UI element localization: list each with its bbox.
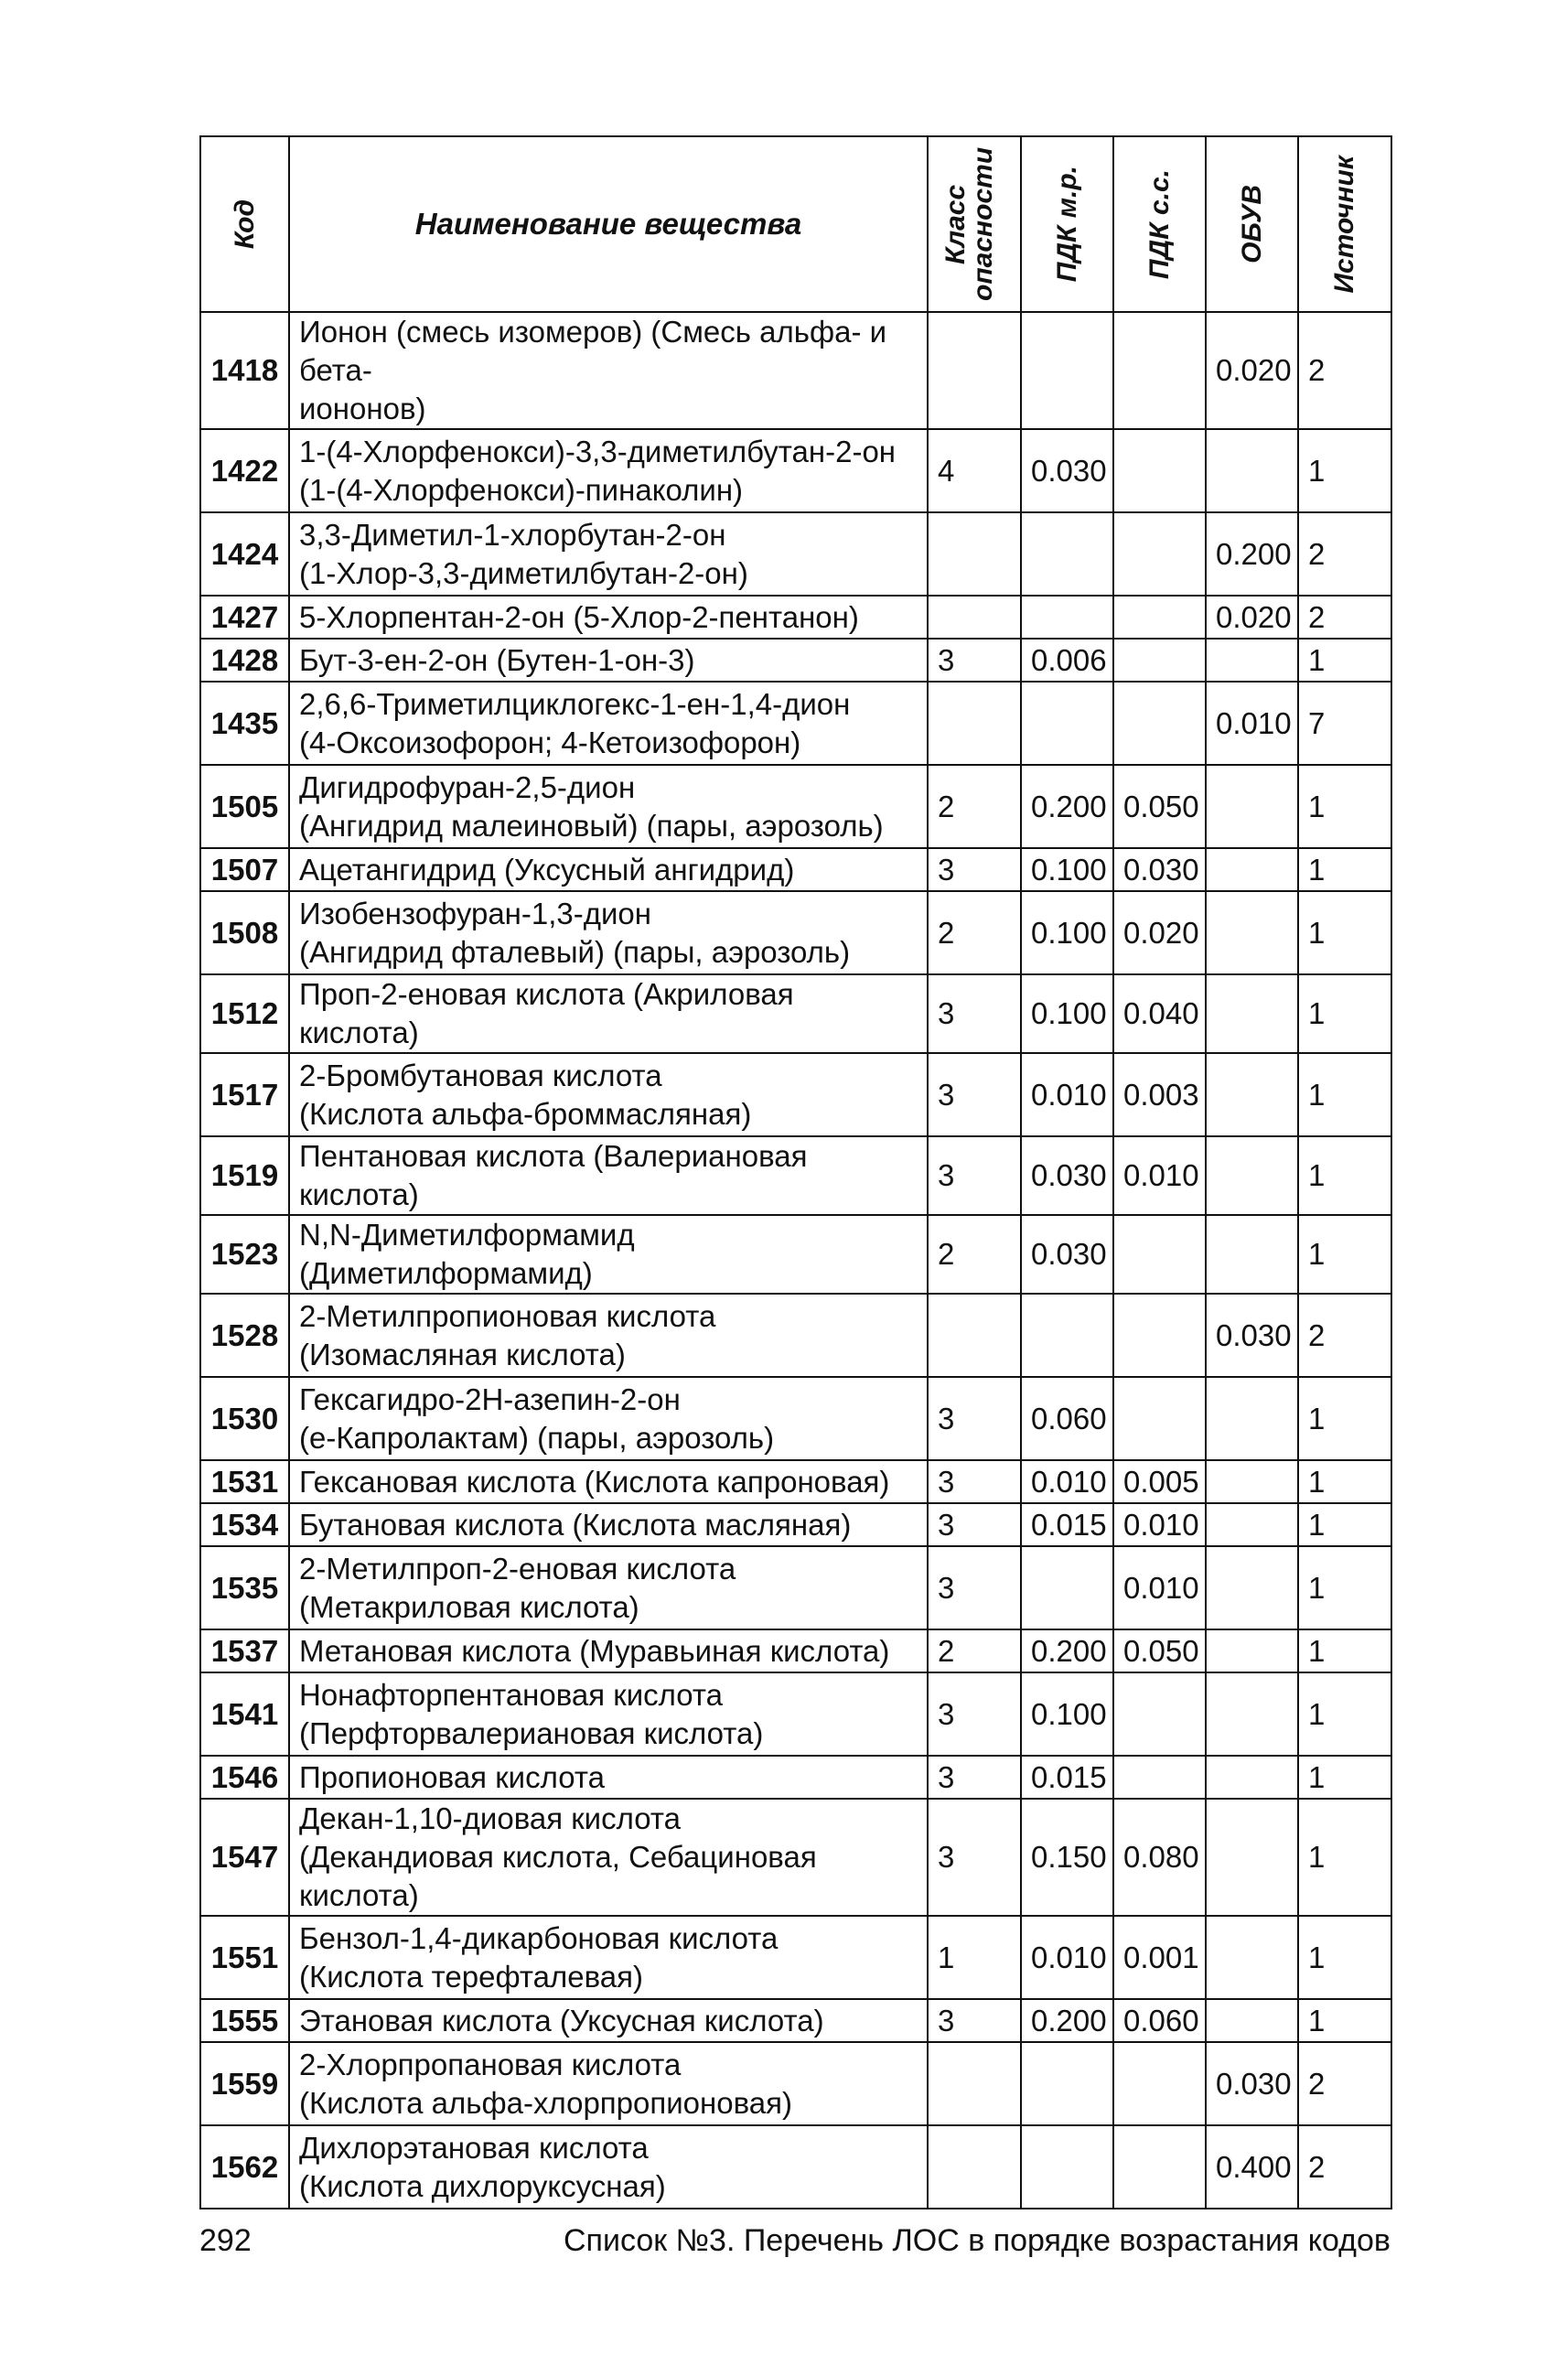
cell-pdk-mr: 0.015 [1021, 1503, 1113, 1546]
table-row [200, 1756, 1391, 1799]
cell-name: 5-Хлорпентан-2-он (5-Хлор-2-пентанон) [289, 596, 928, 639]
cell-obuv [1206, 974, 1298, 1053]
cell-pdk-ss [1113, 312, 1206, 429]
cell-pdk-ss [1113, 2042, 1206, 2125]
cell-pdk-mr [1021, 1294, 1113, 1377]
cell-obuv: 0.200 [1206, 512, 1298, 596]
table-row [200, 891, 1391, 974]
cell-pdk-ss: 0.030 [1113, 848, 1206, 891]
cell-code: 1505 [200, 765, 289, 848]
cell-name: 2,6,6-Триметилциклогекс-1-ен-1,4-дион (4-Оксоизофорон; 4-Кетоизофорон) [289, 682, 928, 765]
cell-hazard-class: 2 [928, 765, 1021, 848]
cell-pdk-mr: 0.015 [1021, 1756, 1113, 1799]
table-row [200, 429, 1391, 512]
cell-pdk-ss [1113, 1672, 1206, 1756]
table-row [200, 1503, 1391, 1546]
cell-name: N,N-Диметилформамид (Диметилформамид) [289, 1215, 928, 1294]
cell-obuv [1206, 1756, 1298, 1799]
cell-pdk-mr: 0.030 [1021, 1136, 1113, 1215]
cell-obuv: 0.030 [1206, 1294, 1298, 1377]
cell-name: Гексановая кислота (Кислота капроновая) [289, 1460, 928, 1503]
cell-code: 1555 [200, 1999, 289, 2042]
cell-name: Ацетангидрид (Уксусный ангидрид) [289, 848, 928, 891]
cell-source: 1 [1298, 1546, 1391, 1629]
cell-code: 1507 [200, 848, 289, 891]
cell-name: Пентановая кислота (Валериановая кислота) [289, 1136, 928, 1215]
cell-name: 2-Хлорпропановая кислота (Кислота альфа-хлорпропионовая) [289, 2042, 928, 2125]
cell-code: 1435 [200, 682, 289, 765]
cell-obuv: 0.010 [1206, 682, 1298, 765]
cell-hazard-class: 3 [928, 1460, 1021, 1503]
cell-code: 1428 [200, 639, 289, 682]
cell-pdk-mr: 0.010 [1021, 1460, 1113, 1503]
cell-obuv [1206, 1672, 1298, 1756]
cell-hazard-class: 3 [928, 848, 1021, 891]
cell-source: 1 [1298, 848, 1391, 891]
cell-obuv [1206, 1053, 1298, 1136]
cell-pdk-ss [1113, 1756, 1206, 1799]
cell-pdk-ss: 0.060 [1113, 1999, 1206, 2042]
cell-hazard-class [928, 596, 1021, 639]
cell-pdk-mr: 0.100 [1021, 974, 1113, 1053]
cell-pdk-ss [1113, 1294, 1206, 1377]
cell-pdk-mr: 0.100 [1021, 848, 1113, 891]
cell-pdk-ss: 0.040 [1113, 974, 1206, 1053]
cell-pdk-mr: 0.030 [1021, 429, 1113, 512]
cell-source: 1 [1298, 974, 1391, 1053]
cell-source: 1 [1298, 765, 1391, 848]
cell-hazard-class [928, 1294, 1021, 1377]
cell-name: Изобензофуран-1,3-дион (Ангидрид фталевый) (пары, аэрозоль) [289, 891, 928, 974]
cell-pdk-mr: 0.030 [1021, 1215, 1113, 1294]
table-row [200, 1053, 1391, 1136]
cell-pdk-mr: 0.200 [1021, 765, 1113, 848]
cell-source: 1 [1298, 1629, 1391, 1672]
cell-pdk-mr: 0.010 [1021, 1916, 1113, 1999]
table-row [200, 1377, 1391, 1460]
cell-name: Ионон (смесь изомеров) (Смесь альфа- и бета- иононов) [289, 312, 928, 429]
cell-obuv [1206, 765, 1298, 848]
cell-pdk-ss [1113, 2125, 1206, 2209]
table-row [200, 1629, 1391, 1672]
page-caption: Список №3. Перечень ЛОС в порядке возрастания кодов [564, 2223, 1391, 2258]
cell-pdk-mr: 0.100 [1021, 891, 1113, 974]
cell-hazard-class [928, 682, 1021, 765]
cell-pdk-ss: 0.080 [1113, 1799, 1206, 1916]
cell-hazard-class [928, 312, 1021, 429]
cell-source: 1 [1298, 639, 1391, 682]
cell-hazard-class: 3 [928, 974, 1021, 1053]
cell-obuv: 0.030 [1206, 2042, 1298, 2125]
header-source: Источник [1298, 136, 1391, 312]
cell-hazard-class: 3 [928, 1053, 1021, 1136]
cell-pdk-mr [1021, 2042, 1113, 2125]
table-row [200, 639, 1391, 682]
cell-name: Бут-3-ен-2-он (Бутен-1-он-3) [289, 639, 928, 682]
cell-name: Бутановая кислота (Кислота масляная) [289, 1503, 928, 1546]
cell-source: 1 [1298, 1756, 1391, 1799]
cell-pdk-ss: 0.050 [1113, 1629, 1206, 1672]
cell-pdk-ss: 0.010 [1113, 1136, 1206, 1215]
cell-obuv [1206, 1629, 1298, 1672]
cell-pdk-ss [1113, 429, 1206, 512]
cell-name: 2-Метилпроп-2-еновая кислота (Метакриловая кислота) [289, 1546, 928, 1629]
cell-code: 1422 [200, 429, 289, 512]
cell-source: 1 [1298, 1136, 1391, 1215]
cell-pdk-ss [1113, 596, 1206, 639]
cell-source: 2 [1298, 512, 1391, 596]
cell-name: Пропионовая кислота [289, 1756, 928, 1799]
cell-obuv [1206, 1999, 1298, 2042]
page-number: 292 [199, 2223, 252, 2258]
table-row [200, 1916, 1391, 1999]
cell-hazard-class: 3 [928, 1672, 1021, 1756]
cell-hazard-class: 4 [928, 429, 1021, 512]
cell-name: Декан-1,10-диовая кислота (Декандиовая кислота, Себациновая кислота) [289, 1799, 928, 1916]
cell-code: 1523 [200, 1215, 289, 1294]
cell-code: 1528 [200, 1294, 289, 1377]
table-row [200, 682, 1391, 765]
cell-hazard-class: 2 [928, 891, 1021, 974]
cell-code: 1551 [200, 1916, 289, 1999]
cell-pdk-ss: 0.005 [1113, 1460, 1206, 1503]
substance-table [199, 135, 1392, 2209]
cell-code: 1517 [200, 1053, 289, 1136]
cell-hazard-class: 3 [928, 1799, 1021, 1916]
cell-source: 1 [1298, 1053, 1391, 1136]
cell-name: 2-Метилпропионовая кислота (Изомасляная кислота) [289, 1294, 928, 1377]
cell-code: 1534 [200, 1503, 289, 1546]
cell-obuv [1206, 1460, 1298, 1503]
cell-source: 7 [1298, 682, 1391, 765]
cell-pdk-mr: 0.150 [1021, 1799, 1113, 1916]
cell-hazard-class: 3 [928, 1546, 1021, 1629]
table-row [200, 512, 1391, 596]
cell-name: 1-(4-Хлорфенокси)-3,3-диметилбутан-2-он (1-(4-Хлорфенокси)-пинаколин) [289, 429, 928, 512]
cell-pdk-ss [1113, 1377, 1206, 1460]
table-row [200, 1136, 1391, 1215]
cell-pdk-ss: 0.020 [1113, 891, 1206, 974]
cell-hazard-class [928, 2042, 1021, 2125]
table-header-row [200, 136, 1391, 312]
cell-pdk-ss [1113, 512, 1206, 596]
cell-pdk-mr: 0.006 [1021, 639, 1113, 682]
cell-source: 1 [1298, 1799, 1391, 1916]
cell-code: 1531 [200, 1460, 289, 1503]
cell-name: 3,3-Диметил-1-хлорбутан-2-он (1-Хлор-3,3-диметилбутан-2-он) [289, 512, 928, 596]
cell-code: 1541 [200, 1672, 289, 1756]
header-obuv: ОБУВ [1206, 136, 1298, 312]
cell-hazard-class: 2 [928, 1629, 1021, 1672]
cell-hazard-class: 3 [928, 1503, 1021, 1546]
cell-obuv: 0.020 [1206, 312, 1298, 429]
cell-source: 2 [1298, 2125, 1391, 2209]
cell-name: Нонафторпентановая кислота (Перфторвалериановая кислота) [289, 1672, 928, 1756]
cell-hazard-class [928, 512, 1021, 596]
cell-obuv [1206, 429, 1298, 512]
cell-hazard-class: 3 [928, 639, 1021, 682]
cell-source: 2 [1298, 596, 1391, 639]
table-row [200, 596, 1391, 639]
cell-obuv: 0.400 [1206, 2125, 1298, 2209]
cell-hazard-class [928, 2125, 1021, 2209]
cell-hazard-class: 3 [928, 1999, 1021, 2042]
cell-source: 1 [1298, 1672, 1391, 1756]
cell-pdk-mr: 0.200 [1021, 1999, 1113, 2042]
cell-pdk-mr [1021, 312, 1113, 429]
cell-pdk-ss: 0.003 [1113, 1053, 1206, 1136]
cell-source: 1 [1298, 1460, 1391, 1503]
table-row [200, 765, 1391, 848]
cell-pdk-ss [1113, 639, 1206, 682]
cell-name: Гексагидро-2Н-азепин-2-он (е-Капролактам) (пары, аэрозоль) [289, 1377, 928, 1460]
cell-code: 1424 [200, 512, 289, 596]
cell-hazard-class: 2 [928, 1215, 1021, 1294]
cell-code: 1535 [200, 1546, 289, 1629]
cell-name: Бензол-1,4-дикарбоновая кислота (Кислота терефталевая) [289, 1916, 928, 1999]
table-row [200, 1546, 1391, 1629]
cell-pdk-mr [1021, 512, 1113, 596]
cell-source: 1 [1298, 1999, 1391, 2042]
cell-code: 1547 [200, 1799, 289, 1916]
cell-pdk-ss: 0.010 [1113, 1546, 1206, 1629]
cell-pdk-ss: 0.010 [1113, 1503, 1206, 1546]
cell-code: 1427 [200, 596, 289, 639]
table-row [200, 1999, 1391, 2042]
cell-code: 1559 [200, 2042, 289, 2125]
cell-hazard-class: 1 [928, 1916, 1021, 1999]
cell-name: Дигидрофуран-2,5-дион (Ангидрид малеиновый) (пары, аэрозоль) [289, 765, 928, 848]
cell-hazard-class: 3 [928, 1377, 1021, 1460]
header-hazard-class: Класс опасности [928, 136, 1021, 312]
cell-source: 1 [1298, 1377, 1391, 1460]
header-code: Код [200, 136, 289, 312]
cell-obuv [1206, 1799, 1298, 1916]
cell-obuv [1206, 639, 1298, 682]
cell-pdk-mr [1021, 2125, 1113, 2209]
table-row [200, 1460, 1391, 1503]
cell-source: 2 [1298, 312, 1391, 429]
cell-source: 1 [1298, 429, 1391, 512]
cell-obuv [1206, 1546, 1298, 1629]
cell-source: 2 [1298, 1294, 1391, 1377]
cell-code: 1562 [200, 2125, 289, 2209]
cell-code: 1519 [200, 1136, 289, 1215]
cell-pdk-ss: 0.050 [1113, 765, 1206, 848]
cell-name: Проп-2-еновая кислота (Акриловая кислота) [289, 974, 928, 1053]
table-row [200, 2042, 1391, 2125]
table-row [200, 1294, 1391, 1377]
cell-obuv: 0.020 [1206, 596, 1298, 639]
cell-hazard-class: 3 [928, 1756, 1021, 1799]
cell-source: 1 [1298, 1916, 1391, 1999]
cell-pdk-mr: 0.010 [1021, 1053, 1113, 1136]
cell-pdk-mr: 0.060 [1021, 1377, 1113, 1460]
cell-hazard-class: 3 [928, 1136, 1021, 1215]
table-row [200, 1799, 1391, 1916]
cell-code: 1508 [200, 891, 289, 974]
header-pdk-ss: ПДК с.с. [1113, 136, 1206, 312]
cell-obuv [1206, 1215, 1298, 1294]
cell-pdk-mr [1021, 1546, 1113, 1629]
table-row [200, 848, 1391, 891]
cell-code: 1418 [200, 312, 289, 429]
table-row [200, 312, 1391, 429]
cell-source: 2 [1298, 2042, 1391, 2125]
header-name: Наименование вещества [289, 136, 928, 312]
cell-pdk-mr: 0.200 [1021, 1629, 1113, 1672]
cell-pdk-mr [1021, 682, 1113, 765]
cell-obuv [1206, 1377, 1298, 1460]
cell-code: 1530 [200, 1377, 289, 1460]
cell-code: 1512 [200, 974, 289, 1053]
cell-obuv [1206, 1916, 1298, 1999]
cell-pdk-ss: 0.001 [1113, 1916, 1206, 1999]
cell-name: Метановая кислота (Муравьиная кислота) [289, 1629, 928, 1672]
cell-obuv [1206, 1136, 1298, 1215]
cell-name: Дихлорэтановая кислота (Кислота дихлоруксусная) [289, 2125, 928, 2209]
cell-source: 1 [1298, 891, 1391, 974]
cell-code: 1546 [200, 1756, 289, 1799]
cell-pdk-mr [1021, 596, 1113, 639]
table-row [200, 1672, 1391, 1756]
cell-pdk-ss [1113, 1215, 1206, 1294]
cell-source: 1 [1298, 1503, 1391, 1546]
cell-pdk-ss [1113, 682, 1206, 765]
header-pdk-mr: ПДК м.р. [1021, 136, 1113, 312]
cell-name: Этановая кислота (Уксусная кислота) [289, 1999, 928, 2042]
cell-pdk-mr: 0.100 [1021, 1672, 1113, 1756]
cell-obuv [1206, 848, 1298, 891]
cell-name: 2-Бромбутановая кислота (Кислота альфа-броммасляная) [289, 1053, 928, 1136]
cell-source: 1 [1298, 1215, 1391, 1294]
cell-code: 1537 [200, 1629, 289, 1672]
table-row [200, 974, 1391, 1053]
cell-obuv [1206, 891, 1298, 974]
table-row [200, 2125, 1391, 2209]
cell-obuv [1206, 1503, 1298, 1546]
table-row [200, 1215, 1391, 1294]
